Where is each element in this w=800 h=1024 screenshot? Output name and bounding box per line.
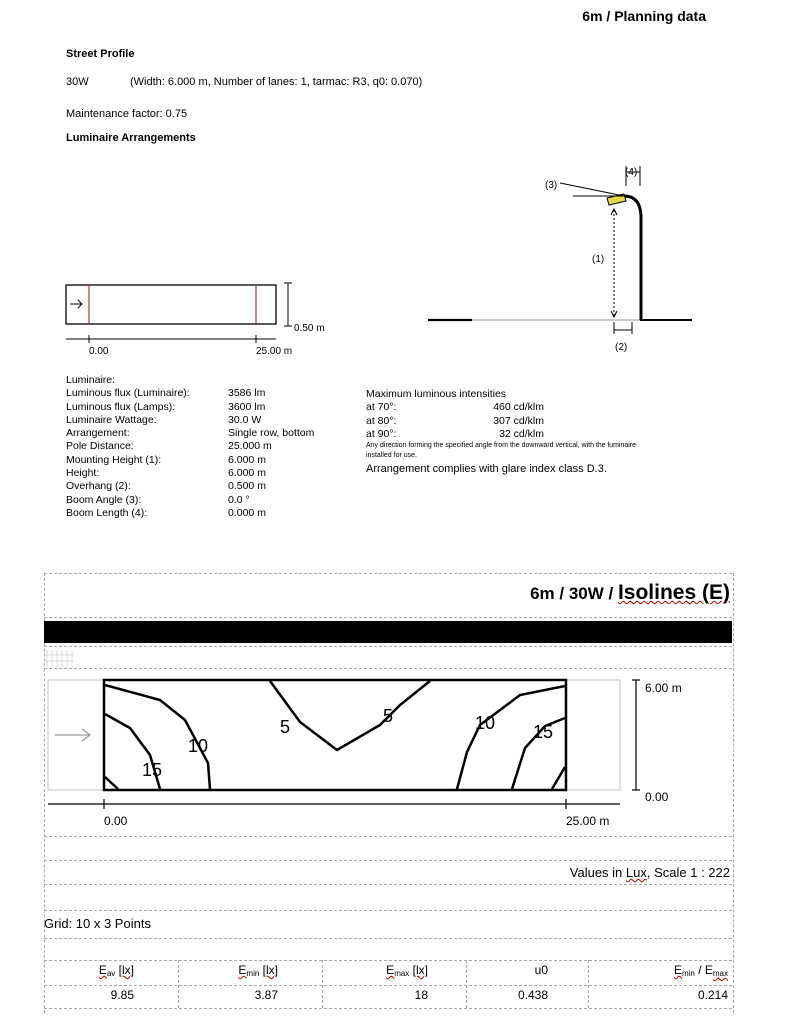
x-axis-end-label: 25.00 m: [566, 814, 610, 828]
values-note-prefix: Values in: [569, 865, 626, 880]
intensity-note-line2: installed for use.: [366, 452, 417, 460]
isolines-title-main: Isolines (E): [617, 581, 730, 604]
plan-x-start: 0.00: [89, 346, 109, 357]
isoline-label: 15: [533, 722, 554, 742]
y-axis: [632, 680, 682, 804]
isoline-corner-left: [105, 777, 118, 789]
x-axis: [48, 799, 620, 828]
y-axis-top-label: 6.00 m: [645, 681, 682, 695]
plan-depth-label: 0.50 m: [294, 323, 325, 334]
spec-value: 3586 lm: [228, 387, 266, 400]
spec-value: 6.000 m: [228, 453, 266, 466]
header-emax: $E_{max}$ [lx]: [386, 963, 428, 978]
street-description: (Width: 6.000 m, Number of lanes: 1, tarmac: R3, q0: 0.070): [130, 76, 423, 88]
spec-label: Luminaire Wattage:: [66, 413, 157, 426]
pole-label-1: (1): [592, 254, 605, 265]
header-emin: $E_{min}$ [lx]: [238, 963, 278, 978]
value-emin: 3.87: [254, 988, 278, 1002]
spec-label: Boom Angle (3):: [66, 493, 142, 506]
isoline-corner-right: [552, 767, 565, 789]
values-note: [570, 865, 730, 880]
maintenance-factor: Maintenance factor: 0.75: [66, 108, 188, 120]
x-axis-start-label: 0.00: [104, 814, 128, 828]
intensity-note-line1: Any direction forming the specified angle from the downward vertical, with the luminaire: [366, 442, 637, 450]
grid-marks: [45, 650, 74, 668]
spec-value: 0.0 °: [228, 493, 250, 506]
header-emin-emax: $E_{min} / E_{max}$: [673, 963, 728, 978]
spec-label: Luminous flux (Luminaire):: [66, 387, 190, 400]
wattage-label: 30W: [66, 76, 89, 88]
pole-label-2: (2): [615, 342, 628, 353]
isolines-title-prefix: 6m / 30W /: [530, 584, 618, 603]
value-ratio: 0.214: [697, 988, 728, 1002]
y-axis-bottom-label: 0.00: [645, 790, 669, 804]
value-emax: 18: [414, 988, 428, 1002]
isoline-label: 15: [142, 760, 163, 780]
spec-label: Luminous flux (Lamps):: [66, 400, 176, 413]
isoline-label: 10: [188, 736, 209, 756]
values-note-suffix: , Scale 1 : 222: [646, 865, 730, 880]
direction-arrow: [55, 729, 90, 741]
spec-label: Boom Length (4):: [66, 506, 148, 519]
pole-label-3: (3): [545, 180, 558, 191]
intensities-heading: Maximum luminous intensities: [366, 388, 507, 400]
isoline-5: [270, 681, 430, 750]
grid-note: Grid: 10 x 3 Points: [44, 916, 151, 931]
isoline-label: 5: [280, 717, 291, 737]
header-eav: $E_{av}$ [lx]: [98, 963, 134, 978]
value-u0: 0.438: [517, 988, 548, 1002]
spec-label: Mounting Height (1):: [66, 453, 162, 466]
intensity-value: 32 cd/klm: [499, 427, 544, 440]
header-u0: u0: [534, 963, 548, 977]
spec-label: Height:: [66, 467, 100, 480]
spec-value: 0.000 m: [228, 506, 266, 519]
calc-field: [104, 680, 566, 790]
intensity-angle: at 90°:: [366, 427, 397, 440]
values-note-unit: Lux: [625, 865, 647, 880]
intensity-value: 460 cd/klm: [493, 401, 544, 414]
intensity-value: 307 cd/klm: [493, 414, 544, 427]
spec-value: 30.0 W: [228, 413, 262, 426]
spec-value: 0.500 m: [228, 480, 266, 493]
spec-label: Pole Distance:: [66, 440, 134, 453]
spec-label: Overhang (2):: [66, 480, 131, 493]
spec-value: 6.000 m: [228, 467, 266, 480]
glare-compliance: Arrangement complies with glare index class D.3.: [366, 463, 607, 476]
spec-label: Arrangement:: [66, 427, 130, 440]
value-eav: 9.85: [110, 988, 134, 1002]
intensity-angle: at 80°:: [366, 414, 397, 427]
luminaire-arrangements-heading: Luminaire Arrangements: [66, 132, 196, 144]
street-profile-heading: Street Profile: [66, 48, 135, 60]
spec-value: 25.000 m: [228, 440, 272, 453]
spec-value: 3600 lm: [228, 400, 266, 413]
spec-value: Single row, bottom: [228, 427, 315, 440]
page-title: 6m / Planning data: [582, 8, 706, 24]
plan-x-end: 25.00 m: [256, 346, 293, 357]
intensity-angle: at 70°:: [366, 401, 397, 414]
isoline-curves: [105, 681, 565, 789]
isoline-label: 10: [475, 713, 496, 733]
isoline-label: 5: [383, 706, 394, 726]
luminaire-heading: Luminaire:: [66, 374, 116, 386]
pole-label-4: (4): [625, 167, 638, 178]
